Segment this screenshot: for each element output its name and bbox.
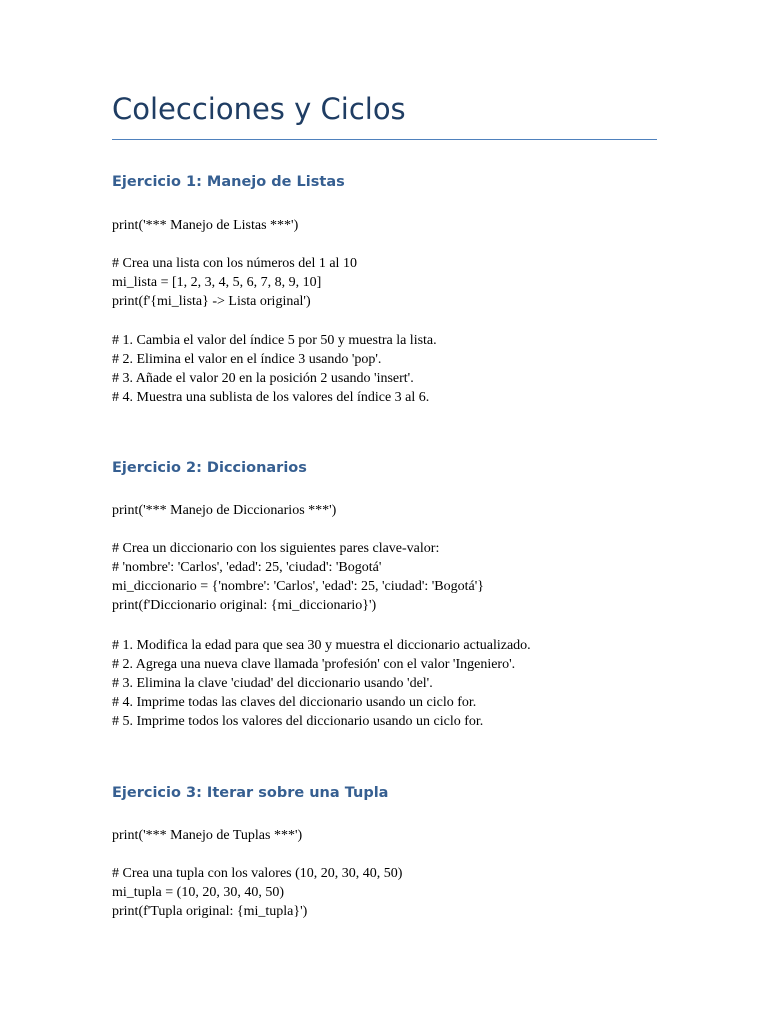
code-line: mi_lista = [1, 2, 3, 4, 5, 6, 7, 8, 9, 10] — [112, 275, 322, 290]
code-line: # Crea un diccionario con los siguientes pares clave-valor: — [112, 541, 440, 556]
code-block — [112, 254, 657, 311]
code-line: print(f'Diccionario original: {mi_diccionario}') — [112, 598, 377, 613]
section-heading: Ejercicio 2: Diccionarios — [112, 460, 307, 476]
code-line: # 1. Modifica la edad para que sea 30 y muestra el diccionario actualizado. — [112, 638, 531, 653]
code-line: print('*** Manejo de Tuplas ***') — [112, 828, 303, 843]
code-line: # 5. Imprime todos los valores del diccionario usando un ciclo for. — [112, 714, 484, 729]
code-block — [112, 636, 657, 731]
code-line: # Crea una lista con los números del 1 al 10 — [112, 256, 357, 271]
title-underline — [112, 139, 657, 140]
code-line: # 2. Elimina el valor en el índice 3 usando 'pop'. — [112, 352, 382, 367]
code-line: # 1. Cambia el valor del índice 5 por 50 y muestra la lista. — [112, 333, 437, 348]
code-block — [112, 501, 657, 520]
code-block — [112, 216, 657, 235]
code-line: print('*** Manejo de Diccionarios ***') — [112, 503, 337, 518]
code-line: # Crea una tupla con los valores (10, 20, 30, 40, 50) — [112, 866, 403, 881]
code-block — [112, 539, 657, 615]
code-line: # 4. Muestra una sublista de los valores del índice 3 al 6. — [112, 390, 430, 405]
code-line: mi_tupla = (10, 20, 30, 40, 50) — [112, 885, 284, 900]
code-line: print('*** Manejo de Listas ***') — [112, 218, 299, 233]
code-block — [112, 331, 657, 407]
code-line: mi_diccionario = {'nombre': 'Carlos', 'edad': 25, 'ciudad': 'Bogotá'} — [112, 579, 484, 594]
code-line: # 3. Añade el valor 20 en la posición 2 usando 'insert'. — [112, 371, 414, 386]
code-block — [112, 864, 657, 921]
section-heading: Ejercicio 1: Manejo de Listas — [112, 174, 345, 190]
code-line: # 3. Elimina la clave 'ciudad' del diccionario usando 'del'. — [112, 676, 433, 691]
code-line: # 2. Agrega una nueva clave llamada 'profesión' con el valor 'Ingeniero'. — [112, 657, 516, 672]
code-line: print(f'Tupla original: {mi_tupla}') — [112, 904, 308, 919]
code-block — [112, 826, 657, 845]
document-title: Colecciones y Ciclos — [112, 92, 406, 126]
section-heading: Ejercicio 3: Iterar sobre una Tupla — [112, 785, 389, 801]
code-line: # 4. Imprime todas las claves del diccionario usando un ciclo for. — [112, 695, 477, 710]
code-line: # 'nombre': 'Carlos', 'edad': 25, 'ciudad': 'Bogotá' — [112, 560, 382, 575]
code-line: print(f'{mi_lista} -> Lista original') — [112, 294, 311, 309]
